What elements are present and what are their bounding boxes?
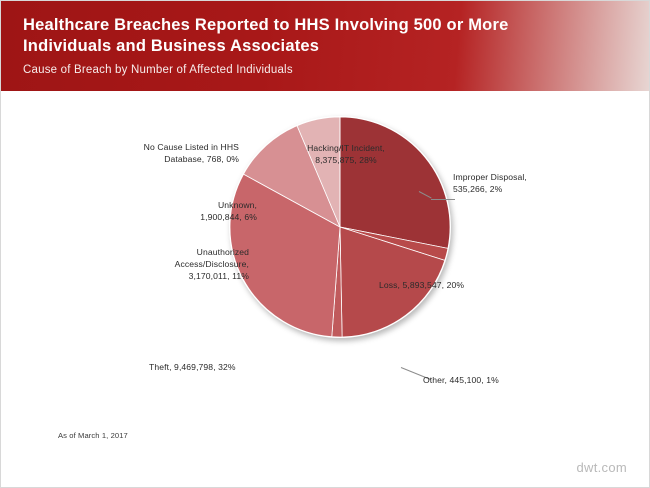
slice-label-nocause-line1: No Cause Listed in HHS xyxy=(143,142,239,152)
slice-label-improper-disposal xyxy=(453,171,573,195)
slice-label-unauth-line1: Unauthorized xyxy=(196,247,249,257)
slice-label-hacking xyxy=(287,142,405,166)
slice-label-unauth-line2: Access/Disclosure, xyxy=(174,259,249,269)
slice-label-unauth-line3: 3,170,011, 11% xyxy=(188,271,249,281)
pie-slice xyxy=(340,117,450,248)
slice-label-improper-line2: 535,266, 2% xyxy=(453,184,503,194)
slice-label-unknown-line2: 1,900,844, 6% xyxy=(200,212,257,222)
slice-label-unknown xyxy=(149,199,257,223)
slice-label-nocause-line2: Database, 768, 0% xyxy=(164,154,239,164)
slice-label-unauthorized-access xyxy=(131,246,249,282)
slice-label-hacking-line1: Hacking/IT Incident, xyxy=(307,143,385,153)
slice-label-hacking-line2: 8,375,875, 28% xyxy=(315,155,377,165)
slice-label-loss-line1: Loss, 5,893,547, 20% xyxy=(379,280,465,290)
slice-label-other-line1: Other, 445,100, 1% xyxy=(423,375,499,385)
slice-label-theft-line1: Theft, 9,469,798, 32% xyxy=(149,362,236,372)
footnote: As of March 1, 2017 xyxy=(58,431,128,440)
page-subtitle: Cause of Breach by Number of Affected Individuals xyxy=(23,64,293,76)
watermark: dwt.com xyxy=(576,460,627,475)
slice-label-unknown-line1: Unknown, xyxy=(217,200,257,210)
slice-label-other xyxy=(423,374,563,386)
header-banner xyxy=(1,1,650,91)
slice-label-improper-line1: Improper Disposal, xyxy=(453,172,527,182)
header-text-block xyxy=(23,15,571,78)
slice-label-theft xyxy=(149,361,319,373)
slice-label-loss xyxy=(379,279,511,291)
page-title: Healthcare Breaches Reported to HHS Involving 500 or More Individuals and Business Associates xyxy=(23,16,509,55)
chart-area xyxy=(1,91,650,488)
slice-label-no-cause-listed xyxy=(103,141,239,165)
leader-line-improper xyxy=(431,199,455,200)
